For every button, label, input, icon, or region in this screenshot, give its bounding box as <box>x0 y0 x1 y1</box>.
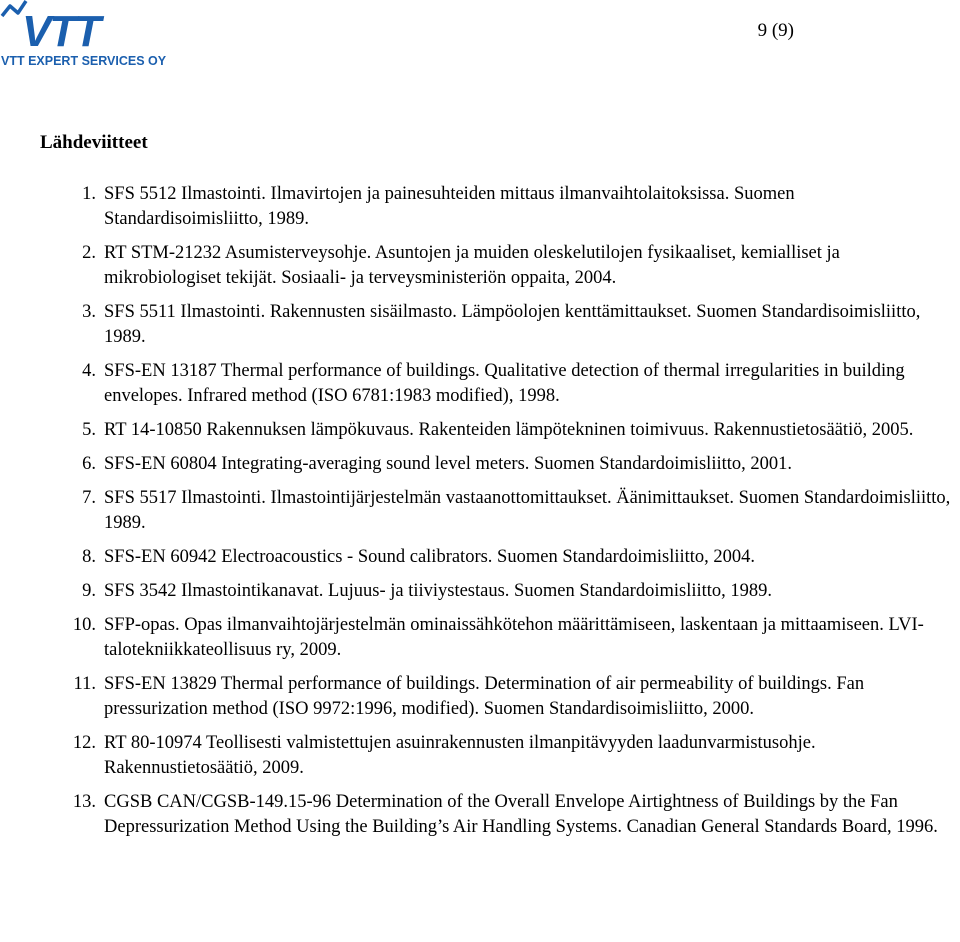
reference-number: 3. <box>82 302 96 322</box>
reference-item <box>0 545 960 570</box>
reference-item <box>0 672 960 722</box>
logo-subtitle: VTT EXPERT SERVICES OY <box>1 54 167 68</box>
reference-number: 2. <box>82 243 96 263</box>
reference-number: 11. <box>73 674 96 694</box>
logo-wordmark: VTT <box>22 7 100 56</box>
reference-item <box>0 613 960 663</box>
reference-number: 8. <box>82 547 96 567</box>
vtt-logo <box>0 0 175 70</box>
reference-number: 12. <box>72 733 96 753</box>
reference-number: 13. <box>72 792 96 812</box>
reference-text: SFS-EN 60942 Electroacoustics - Sound calibrators. Suomen Standardoimisliitto, 2004. <box>104 547 756 567</box>
reference-item <box>0 790 960 840</box>
reference-text: RT STM-21232 Asumisterveysohje. Asuntojen ja muiden oleskelutilojen fysikaaliset, kemialliset ja mikrobiologiset tekijät. Sosiaali- ja terveysministeriön oppaita, 2004. <box>104 243 840 288</box>
reference-text: RT 14-10850 Rakennuksen lämpökuvaus. Rakenteiden lämpötekninen toimivuus. Rakennustietosäätiö, 2005. <box>104 420 914 440</box>
reference-text: SFS 3542 Ilmastointikanavat. Lujuus- ja tiiviystestaus. Suomen Standardoimisliitto, 1989. <box>104 581 773 601</box>
reference-text: SFS 5511 Ilmastointi. Rakennusten sisäilmasto. Lämpöolojen kenttämittaukset. Suomen Standardisoimisliitto, 1989. <box>104 302 921 347</box>
reference-text: SFS 5512 Ilmastointi. Ilmavirtojen ja painesuhteiden mittaus ilmanvaihtolaitoksissa. Suomen Standardisoimisliitto, 1989. <box>104 184 795 229</box>
section-title: Lähdeviitteet <box>40 132 148 153</box>
reference-item <box>0 486 960 536</box>
reference-number: 6. <box>82 454 96 474</box>
reference-text: SFS-EN 13187 Thermal performance of buildings. Qualitative detection of thermal irregularities in building envelopes. Infrared method (ISO 6781:1983 modified), 1998. <box>104 361 905 406</box>
reference-item <box>0 579 960 604</box>
reference-number: 1. <box>82 184 96 204</box>
reference-text: RT 80-10974 Teollisesti valmistettujen asuinrakennusten ilmanpitävyyden laadunvarmistusohje. Rakennustietosäätiö, 2009. <box>104 733 816 778</box>
reference-text: SFS-EN 60804 Integrating-averaging sound level meters. Suomen Standardoimisliitto, 2001. <box>104 454 793 474</box>
vtt-logo-graphic <box>0 0 175 70</box>
reference-item <box>0 241 960 291</box>
reference-number: 10. <box>72 615 96 635</box>
reference-text: CGSB CAN/CGSB-149.15-96 Determination of the Overall Envelope Airtightness of Buildings by the Fan Depressurization Method Using the Building’s Air Handling Systems. Canadian General Standards Board, 1996. <box>104 792 938 837</box>
reference-number: 4. <box>82 361 96 381</box>
page-number: 9 (9) <box>757 20 794 41</box>
reference-text: SFS 5517 Ilmastointi. Ilmastointijärjestelmän vastaanottomittaukset. Äänimittaukset. Suomen Standardoimisliitto, 1989. <box>104 488 951 533</box>
reference-item <box>0 731 960 781</box>
reference-item <box>0 418 960 443</box>
reference-number: 5. <box>82 420 96 440</box>
reference-number: 9. <box>82 581 96 601</box>
reference-number: 7. <box>82 488 96 508</box>
reference-text: SFS-EN 13829 Thermal performance of buildings. Determination of air permeability of buildings. Fan pressurization method (ISO 9972:1996, modified). Suomen Standardisoimisliitto, 2000. <box>104 674 865 719</box>
reference-text: SFP-opas. Opas ilmanvaihtojärjestelmän ominaissähkötehon määrittämiseen, laskentaan ja mittaamiseen. LVI-talotekniikkateollisuus ry, 2009. <box>104 615 924 660</box>
reference-item <box>0 359 960 409</box>
reference-list <box>0 182 960 849</box>
reference-item <box>0 300 960 350</box>
reference-item <box>0 182 960 232</box>
reference-item <box>0 452 960 477</box>
